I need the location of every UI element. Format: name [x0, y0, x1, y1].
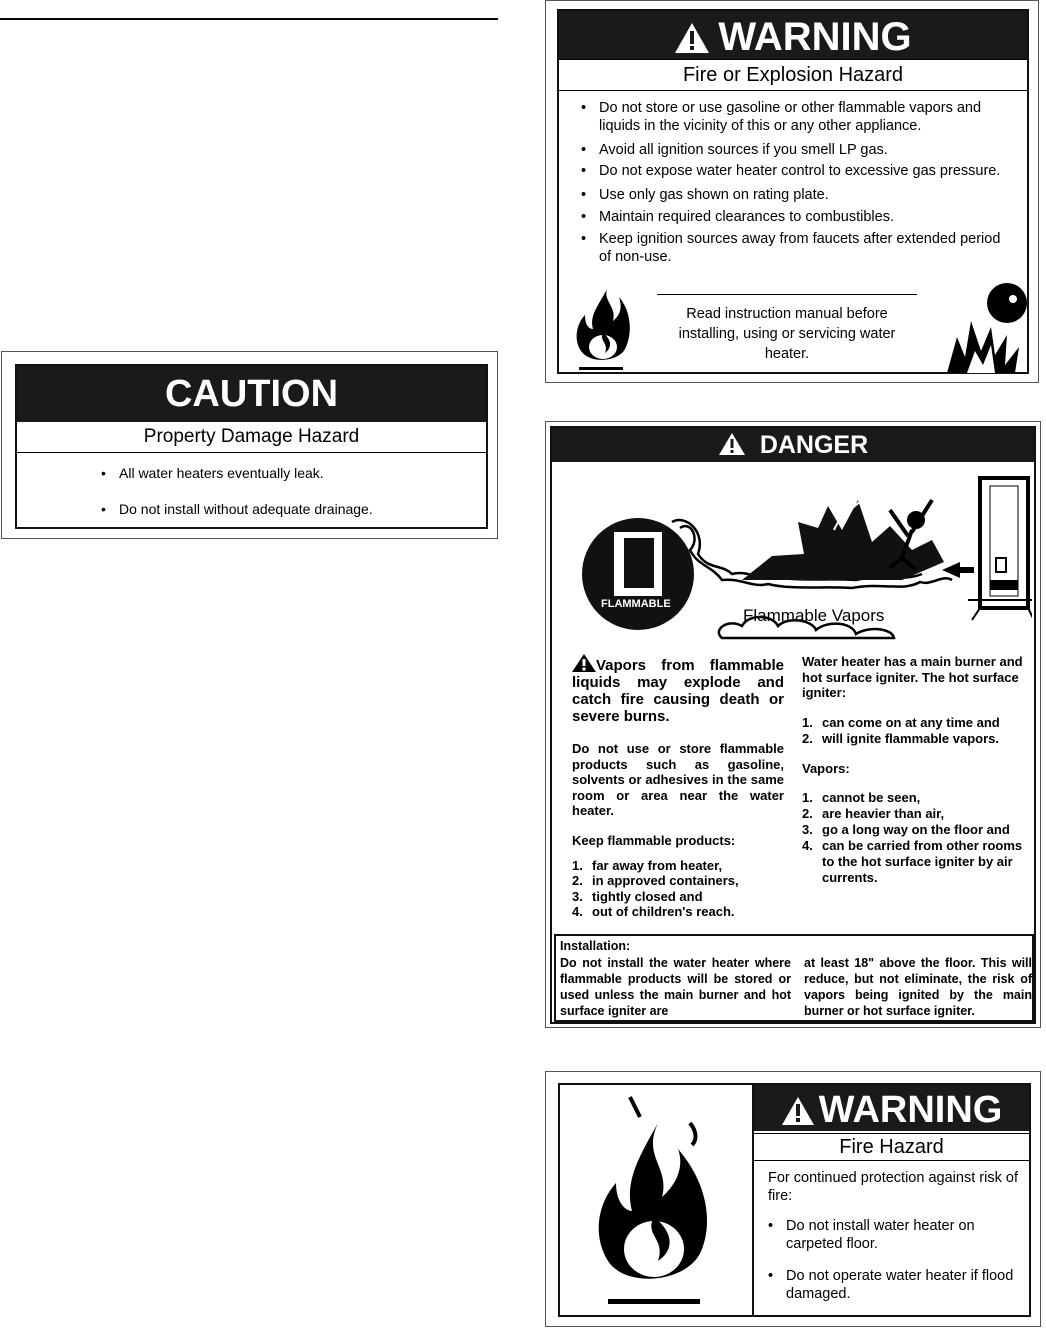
flammable-can-label: FLAMMABLE — [601, 598, 671, 610]
warning-fire-list — [768, 1217, 1018, 1303]
list-item: • Do not install water heater on carpeted floor. — [768, 1217, 1018, 1253]
installation-heading: Installation: — [560, 939, 631, 953]
warning-fire-intro: For continued protection against risk of fire: — [768, 1170, 1018, 1204]
danger-right-intro: Water heater has a main burner and hot surface igniter. The hot surface igniter: — [802, 654, 1023, 700]
list-item: • Use only gas shown on rating plate. — [581, 186, 1011, 204]
vapors-list — [802, 790, 1030, 886]
installation-left: Do not install the water heater where flammable products will be stored or used unless the main burner and hot surface igniter are — [560, 956, 791, 1018]
caution-label — [1, 351, 498, 539]
list-item: 3. tightly closed and — [572, 889, 784, 905]
list-item: 1. far away from heater, — [572, 858, 784, 874]
list-item: 1. can come on at any time and — [802, 715, 1030, 731]
warning-triangle-icon — [781, 1096, 815, 1126]
danger-left-intro: Vapors from flammable liquids may explode and catch fire causing death or severe burns. — [572, 654, 784, 725]
list-item: • Do not expose water heater control to excessive gas pressure. — [581, 162, 1011, 180]
danger-header-text: DANGER — [759, 431, 869, 459]
danger-header — [552, 428, 1034, 462]
caution-inner — [15, 364, 488, 529]
list-item: 4. out of children's reach. — [572, 904, 784, 920]
warning-explosion-list — [581, 99, 1011, 266]
installation-box — [554, 934, 1034, 1022]
top-rule — [0, 18, 498, 20]
list-item: • Maintain required clearances to combustibles. — [581, 208, 1011, 226]
manual-note: Read instruction manual before installing, using or servicing water heater. — [678, 306, 896, 362]
warning-explosion-header — [559, 11, 1027, 59]
danger-right-column — [802, 654, 1030, 886]
list-item: 1. cannot be seen, — [802, 790, 1030, 806]
list-item: 2. will ignite flammable vapors. — [802, 731, 1030, 747]
danger-label — [545, 421, 1041, 1028]
warning-fire-label — [545, 1071, 1041, 1327]
list-item: • Avoid all ignition sources if you smell LP gas. — [581, 141, 1011, 159]
danger-left-column — [572, 654, 784, 920]
warning-explosion-subheader: Fire or Explosion Hazard — [559, 59, 1027, 91]
list-item: • Keep ignition sources away from faucets after extended period of non-use. — [581, 230, 1011, 266]
keep-heading: Keep flammable products: — [572, 832, 736, 848]
fire-icon-panel — [560, 1085, 754, 1315]
list-item: 4. can be carried from other rooms to the hot surface igniter by air currents. — [802, 838, 1030, 886]
caution-subheader: Property Damage Hazard — [17, 422, 486, 453]
list-item: • Do not store or use gasoline or other flammable vapors and liquids in the vicinity of this or any other appliance. — [581, 99, 1011, 135]
warning-explosion-inner — [557, 9, 1029, 374]
warning-fire-header-text: WARNING — [818, 1089, 1003, 1131]
explosion-icon — [947, 277, 1031, 375]
flame-icon — [586, 1093, 726, 1313]
warning-triangle-icon — [674, 22, 710, 54]
warning-triangle-icon — [718, 432, 746, 456]
caution-header-text: CAUTION — [164, 373, 339, 415]
list-item: • Do not operate water heater if flood damaged. — [768, 1267, 1018, 1303]
note-rule — [657, 294, 917, 295]
vapors-heading: Vapors: — [802, 760, 850, 776]
warning-explosion-label — [545, 0, 1039, 383]
danger-inner — [550, 426, 1036, 1024]
list-item: 2. in approved containers, — [572, 873, 784, 889]
danger-left-para: Do not use or store flammable products such as gasoline, solvents or adhesives in the same room or area near the water heater. — [572, 741, 784, 818]
igniter-list — [802, 715, 1030, 747]
warning-fire-inner — [558, 1083, 1031, 1317]
warning-explosion-header-text: WARNING — [718, 15, 912, 59]
caution-header — [17, 366, 486, 422]
warning-fire-body — [768, 1169, 1018, 1303]
flame-icon — [573, 287, 635, 373]
warning-triangle-icon — [572, 654, 596, 672]
installation-right: at least 18" above the floor. This will reduce, but not eliminate, the risk of vapors being ignited by the main burner or hot surface igniter. — [804, 956, 1032, 1018]
list-item: 2. are heavier than air, — [802, 806, 1030, 822]
vapors-label: Flammable Vapors — [743, 606, 885, 625]
warning-fire-subheader: Fire Hazard — [754, 1133, 1029, 1161]
list-item: • Do not install without adequate drainage. — [101, 501, 486, 517]
list-item: • All water heaters eventually leak. — [101, 465, 486, 481]
caution-list — [101, 465, 486, 517]
keep-list — [572, 858, 784, 920]
warning-fire-header — [754, 1085, 1029, 1131]
list-item: 3. go a long way on the floor and — [802, 822, 1030, 838]
